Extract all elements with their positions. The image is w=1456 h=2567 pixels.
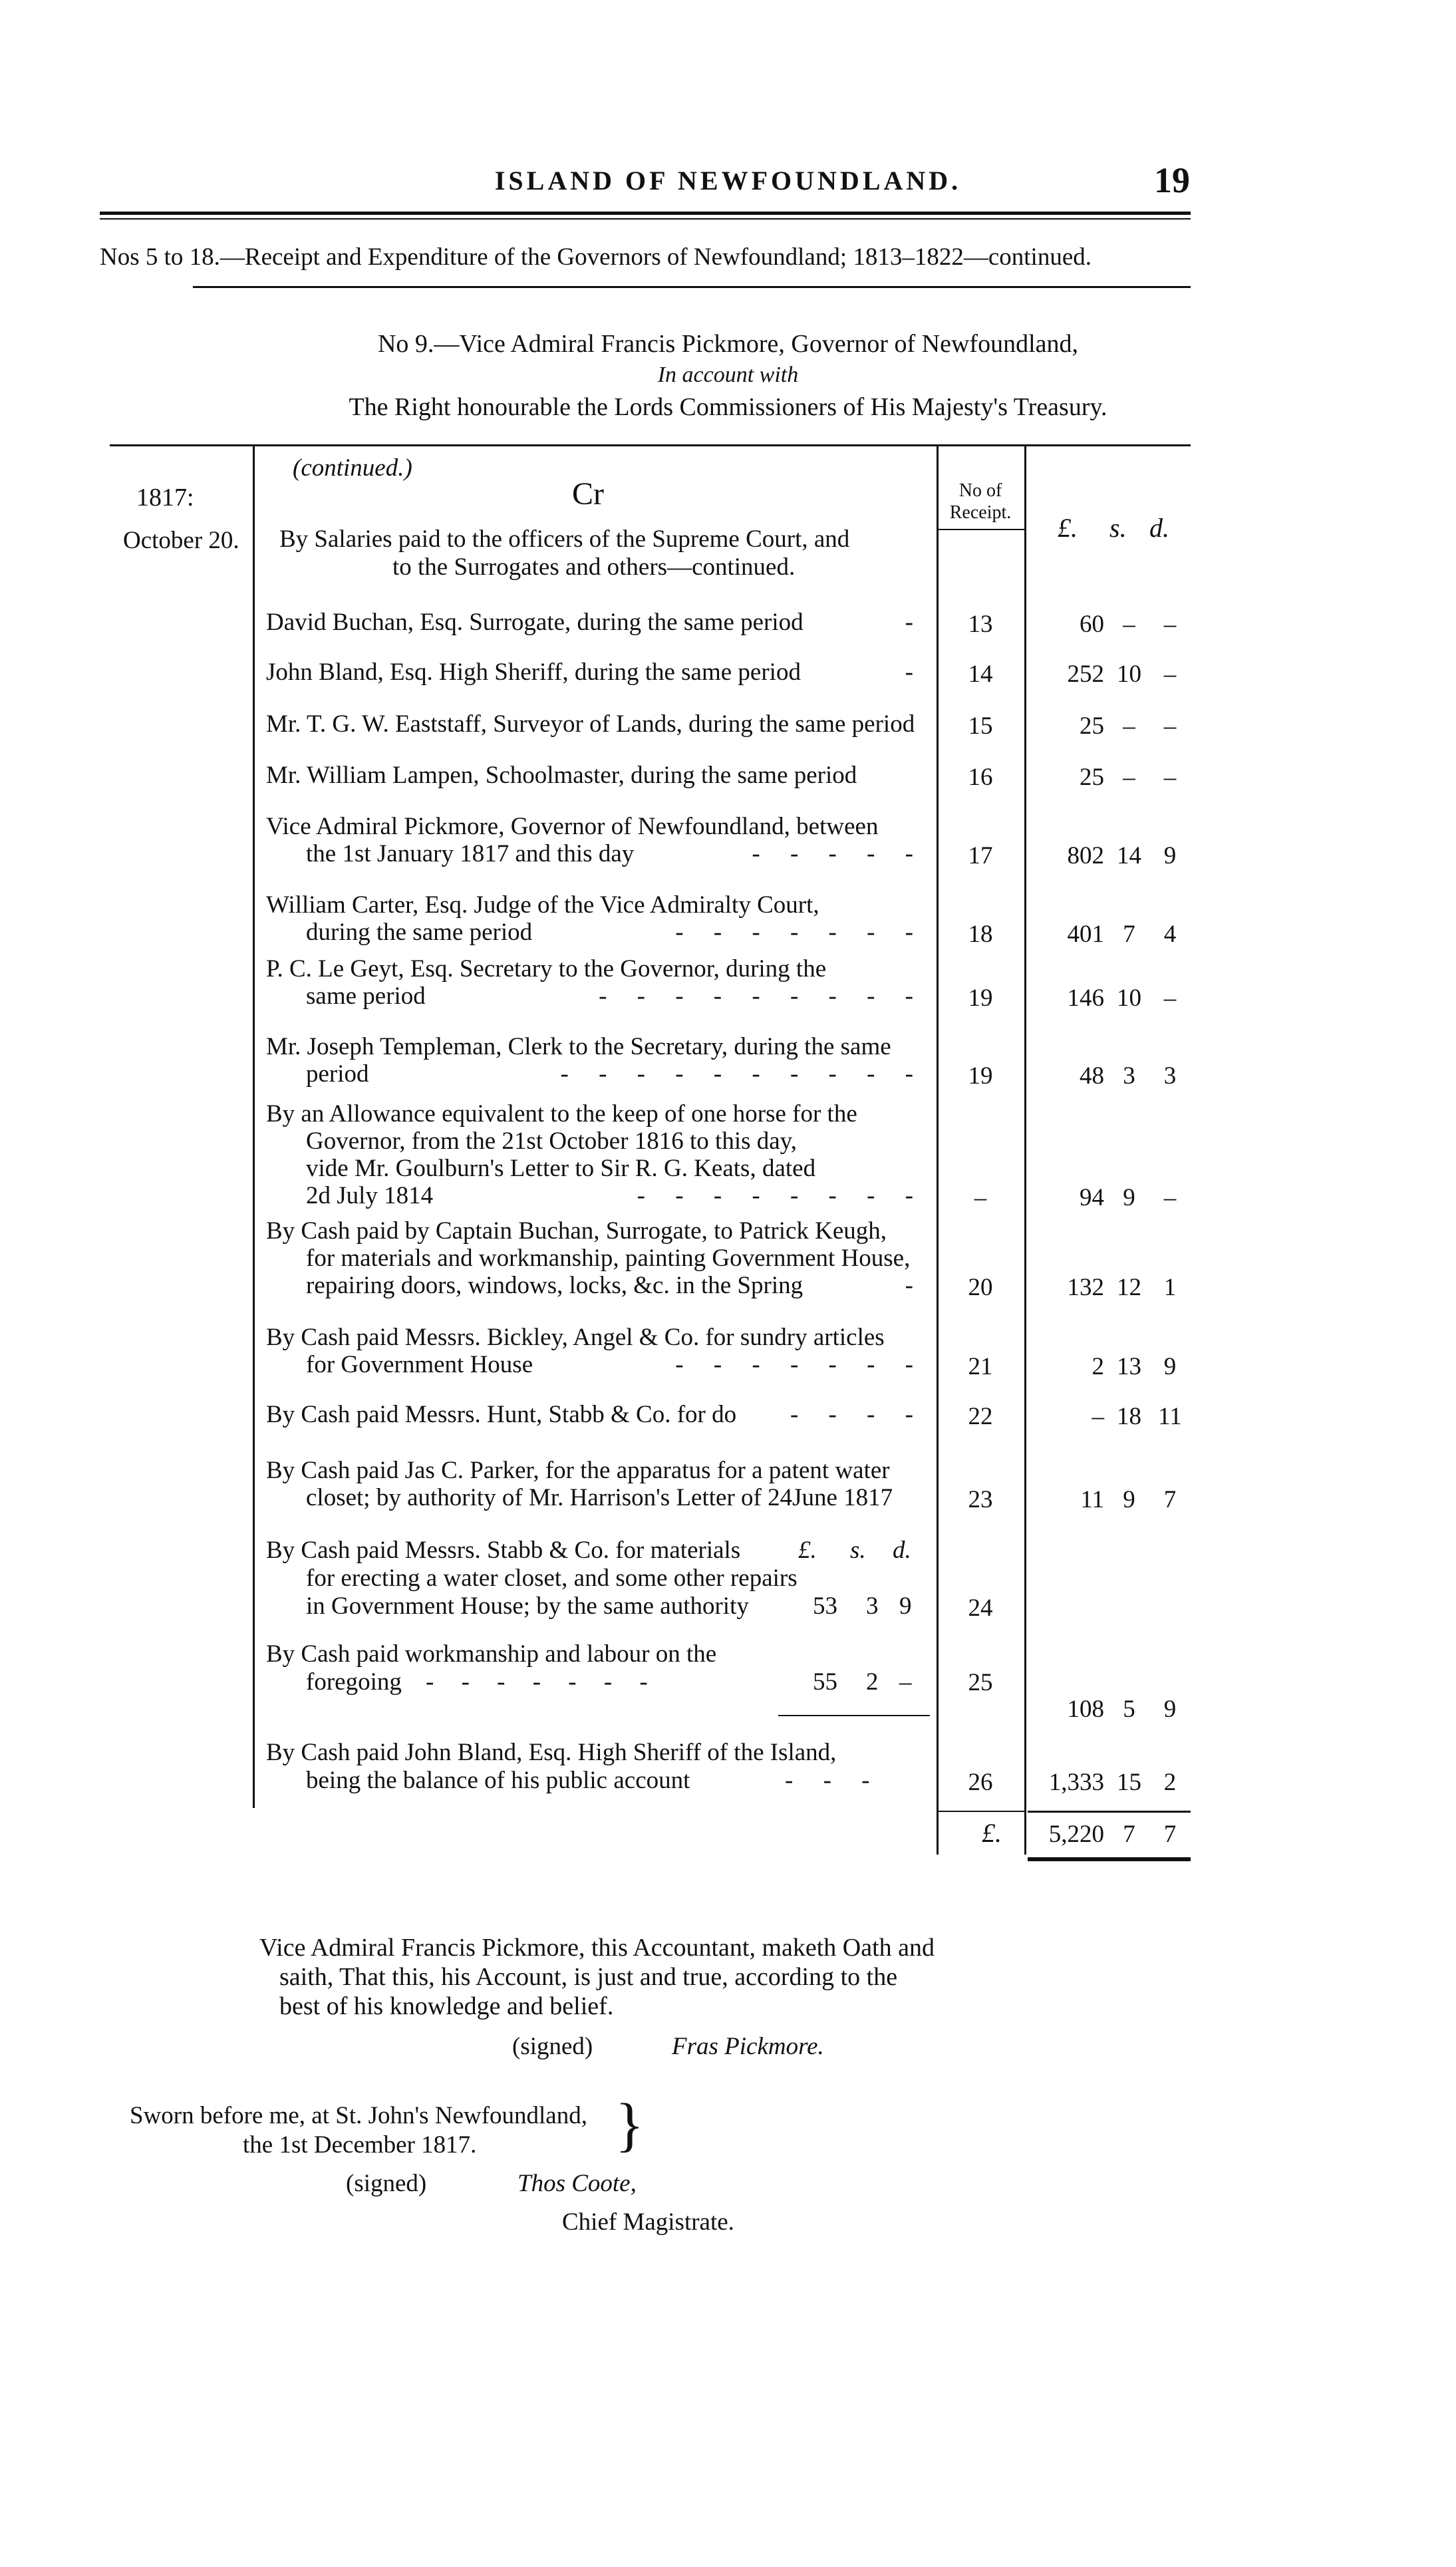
- entry-pounds: 802: [1067, 842, 1104, 869]
- entry-pence: –: [1163, 1184, 1177, 1211]
- entry-dots: - - - - - - -: [675, 1351, 925, 1378]
- entry-line: Vice Admiral Pickmore, Governor of Newfoundland, between: [266, 813, 879, 840]
- entry-line: for Government House: [306, 1351, 533, 1378]
- entry-shillings: 7: [1123, 921, 1135, 948]
- entry-pence: 9: [1163, 842, 1177, 869]
- continued-label: (continued.): [293, 454, 412, 482]
- entry-row: [266, 1033, 935, 1088]
- entry-pence: –: [1163, 712, 1177, 740]
- entry-line: repairing doors, windows, locks, &c. in the Spring: [306, 1272, 803, 1299]
- pence-header: d.: [1149, 513, 1169, 543]
- entry-dots: - - - - - - - - -: [599, 982, 925, 1010]
- entry-pence: 7: [1163, 1486, 1177, 1513]
- entry-line: William Carter, Esq. Judge of the Vice Admiralty Court,: [266, 891, 819, 919]
- workmanship-sub-pounds: 55: [813, 1668, 837, 1696]
- entry-dots: - - - - - - - -: [637, 1182, 925, 1209]
- sworn-line1: Sworn before me, at St. John's Newfoundland,: [130, 2102, 587, 2129]
- entry-line: P. C. Le Geyt, Esq. Secretary to the Governor, during the: [266, 955, 827, 982]
- entry-line: during the same period: [306, 919, 533, 946]
- workmanship-line1: By Cash paid workmanship and labour on the: [266, 1640, 717, 1668]
- total-bottom-rule: [1028, 1857, 1191, 1861]
- entry-dots: -: [905, 659, 925, 686]
- entry-receipt: 13: [968, 611, 993, 638]
- subtotal-brace-rule: [778, 1715, 930, 1716]
- entry-line: 2d July 1814: [306, 1182, 434, 1209]
- entry-row: [266, 1100, 935, 1209]
- oath-signed-label: (signed): [512, 2033, 593, 2060]
- entry-shillings: 13: [1117, 1353, 1141, 1380]
- entry-pounds: 94: [1080, 1184, 1104, 1211]
- receipt-header-label: Receipt.: [949, 502, 1012, 523]
- bland-pence: 2: [1163, 1769, 1177, 1796]
- account-heading-line3: The Right honourable the Lords Commissioners of His Majesty's Treasury.: [349, 393, 1107, 421]
- entry-receipt: 21: [968, 1353, 993, 1380]
- year-label: 1817:: [136, 484, 194, 512]
- entry-pounds: 25: [1080, 764, 1104, 791]
- entry-dots: - - - - - - - - - -: [560, 1060, 925, 1088]
- entry-pounds: 25: [1080, 712, 1104, 740]
- workmanship-receipt: 25: [968, 1669, 993, 1696]
- entry-pence: 11: [1158, 1403, 1182, 1430]
- workmanship-dots: - - - - - - -: [426, 1668, 658, 1696]
- entry-pence: 1: [1163, 1274, 1177, 1301]
- entry-shillings: –: [1123, 712, 1135, 740]
- stabb-sub-shillings-header: s.: [850, 1537, 866, 1564]
- cr-label: Cr: [572, 476, 604, 512]
- entry-receipt: –: [974, 1184, 987, 1211]
- table-top-rule: [110, 444, 1191, 446]
- entry-receipt: 19: [968, 1062, 993, 1090]
- entry-receipt: 20: [968, 1274, 993, 1301]
- bland-shillings: 15: [1117, 1769, 1141, 1796]
- oath-line2: saith, That this, his Account, is just and true, according to the: [279, 1963, 898, 1991]
- entry-dots: -: [905, 609, 925, 636]
- entry-dots: -: [905, 1272, 925, 1299]
- entry-pounds: 132: [1067, 1274, 1104, 1301]
- entry-receipt: 15: [968, 712, 993, 740]
- entry-shillings: 9: [1123, 1184, 1135, 1211]
- bland-pounds: 1,333: [1048, 1769, 1104, 1796]
- account-heading-line1: No 9.—Vice Admiral Francis Pickmore, Governor of Newfoundland,: [377, 330, 1079, 358]
- entry-pounds: –: [1092, 1403, 1104, 1430]
- workmanship-line2: foregoing: [306, 1668, 402, 1696]
- entry-shillings: –: [1123, 764, 1135, 791]
- sworn-signature: Thos Coote,: [517, 2170, 637, 2197]
- entry-shillings: 10: [1117, 661, 1141, 688]
- entry-row: [266, 955, 935, 1010]
- salaries-intro-line1: By Salaries paid to the officers of the Supreme Court, and: [279, 526, 850, 553]
- entry-line: same period: [306, 982, 426, 1010]
- entry-row: [266, 1217, 935, 1299]
- entry-pounds: 401: [1067, 921, 1104, 948]
- entry-receipt: 23: [968, 1486, 993, 1513]
- bland-receipt: 26: [968, 1769, 993, 1796]
- receipt-subtotal-rule: [937, 1811, 1024, 1812]
- entry-row: [266, 1457, 935, 1511]
- entry-receipt: 19: [968, 984, 993, 1012]
- entry-line: Mr. William Lampen, Schoolmaster, during the same period: [266, 762, 857, 789]
- entry-line: vide Mr. Goulburn's Letter to Sir R. G. Keats, dated: [306, 1155, 816, 1182]
- entry-pence: –: [1163, 661, 1177, 688]
- sworn-brace-icon: }: [615, 2092, 645, 2158]
- entry-line: By Cash paid Messrs. Hunt, Stabb & Co. for do: [266, 1401, 737, 1428]
- entry-shillings: 3: [1123, 1062, 1135, 1090]
- entry-pounds: 60: [1080, 611, 1104, 638]
- entry-line: for materials and workmanship, painting Government House,: [306, 1245, 911, 1272]
- entry-dots: - - - - - - -: [675, 919, 925, 946]
- total-symbol: £.: [982, 1818, 1002, 1848]
- receipt-header-rule: [937, 529, 1024, 530]
- stabb-line2: for erecting a water closet, and some other repairs: [306, 1565, 798, 1592]
- receipt-header-no: No of: [958, 480, 1002, 501]
- entry-line: the 1st January 1817 and this day: [306, 840, 635, 867]
- subtitle: Nos 5 to 18.—Receipt and Expenditure of the Governors of Newfoundland; 1813–1822—continued.: [100, 243, 1092, 271]
- entry-shillings: 9: [1123, 1486, 1135, 1513]
- entry-shillings: 18: [1117, 1403, 1141, 1430]
- page-number: 19: [1154, 160, 1190, 200]
- receipt-column-rule-left: [937, 444, 939, 1855]
- stabb-sub-shillings: 3: [866, 1592, 879, 1620]
- entry-pounds: 2: [1092, 1353, 1104, 1380]
- workmanship-pence: 9: [1163, 1696, 1177, 1723]
- entry-line: period: [306, 1060, 369, 1088]
- entry-line: By Cash paid by Captain Buchan, Surrogate, to Patrick Keugh,: [266, 1217, 887, 1245]
- entry-line: Governor, from the 21st October 1816 to this day,: [306, 1128, 798, 1155]
- entry-row: [266, 659, 935, 686]
- receipt-column-rule-right: [1024, 444, 1026, 1855]
- entry-pounds: 48: [1080, 1062, 1104, 1090]
- stabb-line1: By Cash paid Messrs. Stabb & Co. for materials: [266, 1537, 741, 1564]
- entry-shillings: –: [1123, 611, 1135, 638]
- oath-line3: best of his knowledge and belief.: [279, 1992, 614, 2020]
- salaries-intro-line2: to the Surrogates and others—continued.: [392, 553, 796, 581]
- entry-row: [266, 762, 935, 789]
- entry-row: [266, 609, 935, 636]
- entry-row: [266, 1324, 935, 1378]
- entry-line: David Buchan, Esq. Surrogate, during the same period: [266, 609, 803, 636]
- entry-shillings: 10: [1117, 984, 1141, 1012]
- entry-row: [266, 813, 935, 867]
- oath-line1: Vice Admiral Francis Pickmore, this Accountant, maketh Oath and: [259, 1934, 935, 1962]
- stabb-sub-pence-header: d.: [893, 1537, 911, 1564]
- entry-pence: 9: [1163, 1353, 1177, 1380]
- stabb-receipt: 24: [968, 1594, 993, 1622]
- header-rule: [100, 212, 1191, 215]
- entry-shillings: 12: [1117, 1274, 1141, 1301]
- date-label: October 20.: [123, 527, 239, 554]
- total-pounds: 5,220: [1048, 1821, 1104, 1848]
- entry-receipt: 16: [968, 764, 993, 791]
- entry-pounds: 146: [1067, 984, 1104, 1012]
- entry-row: [266, 710, 935, 738]
- entry-receipt: 14: [968, 661, 993, 688]
- header-rule-thin: [100, 218, 1191, 220]
- bland-line1: By Cash paid John Bland, Esq. High Sheriff of the Island,: [266, 1739, 837, 1766]
- sworn-signed-label: (signed): [346, 2170, 427, 2197]
- subtitle-rule: [193, 286, 1191, 288]
- total-top-rule: [1028, 1811, 1191, 1813]
- date-column-rule: [253, 444, 255, 1808]
- entry-dots: - - - -: [790, 1401, 925, 1428]
- total-pence: 7: [1163, 1821, 1177, 1848]
- stabb-sub-pounds: 53: [813, 1592, 837, 1620]
- entry-shillings: 14: [1117, 842, 1141, 869]
- entry-line: By Cash paid Messrs. Bickley, Angel & Co. for sundry articles: [266, 1324, 885, 1351]
- shillings-header: s.: [1109, 513, 1127, 543]
- bland-dots: - - -: [785, 1767, 882, 1794]
- account-heading-line2: In account with: [657, 363, 799, 387]
- stabb-sub-pence: 9: [899, 1592, 912, 1620]
- oath-signature: Fras Pickmore.: [672, 2033, 824, 2060]
- entry-row: [266, 891, 935, 946]
- entry-line: Mr. T. G. W. Eaststaff, Surveyor of Lands, during the same period: [266, 710, 915, 738]
- sworn-title: Chief Magistrate.: [562, 2208, 734, 2236]
- workmanship-sub-shillings: 2: [866, 1668, 879, 1696]
- entry-pence: –: [1163, 611, 1177, 638]
- entry-line: John Bland, Esq. High Sheriff, during the same period: [266, 659, 801, 686]
- entry-pounds: 11: [1080, 1486, 1104, 1513]
- entry-row: [266, 1401, 935, 1428]
- entry-pence: –: [1163, 984, 1177, 1012]
- bland-line2: being the balance of his public account: [306, 1767, 690, 1794]
- entry-pence: 3: [1163, 1062, 1177, 1090]
- total-shillings: 7: [1123, 1821, 1135, 1848]
- pounds-header: £.: [1058, 513, 1078, 543]
- entry-pence: –: [1163, 764, 1177, 791]
- stabb-line3: in Government House; by the same authority: [306, 1592, 749, 1620]
- entry-dots: - - - - -: [752, 840, 925, 867]
- workmanship-sub-pence: –: [899, 1668, 912, 1696]
- stabb-sub-pounds-header: £.: [798, 1537, 817, 1564]
- entry-pounds: 252: [1067, 661, 1104, 688]
- entry-line: By an Allowance equivalent to the keep of one horse for the: [266, 1100, 857, 1128]
- entry-pence: 4: [1163, 921, 1177, 948]
- sworn-line2: the 1st December 1817.: [243, 2131, 477, 2159]
- running-title: ISLAND OF NEWFOUNDLAND.: [494, 166, 962, 196]
- workmanship-pounds: 108: [1067, 1696, 1104, 1723]
- workmanship-shillings: 5: [1123, 1696, 1135, 1723]
- entry-receipt: 18: [968, 921, 993, 948]
- entry-line: closet; by authority of Mr. Harrison's Letter of 24June 1817: [306, 1484, 893, 1511]
- entry-line: By Cash paid Jas C. Parker, for the apparatus for a patent water: [266, 1457, 890, 1484]
- entry-receipt: 17: [968, 842, 993, 869]
- entry-line: Mr. Joseph Templeman, Clerk to the Secretary, during the same: [266, 1033, 891, 1060]
- entry-receipt: 22: [968, 1403, 993, 1430]
